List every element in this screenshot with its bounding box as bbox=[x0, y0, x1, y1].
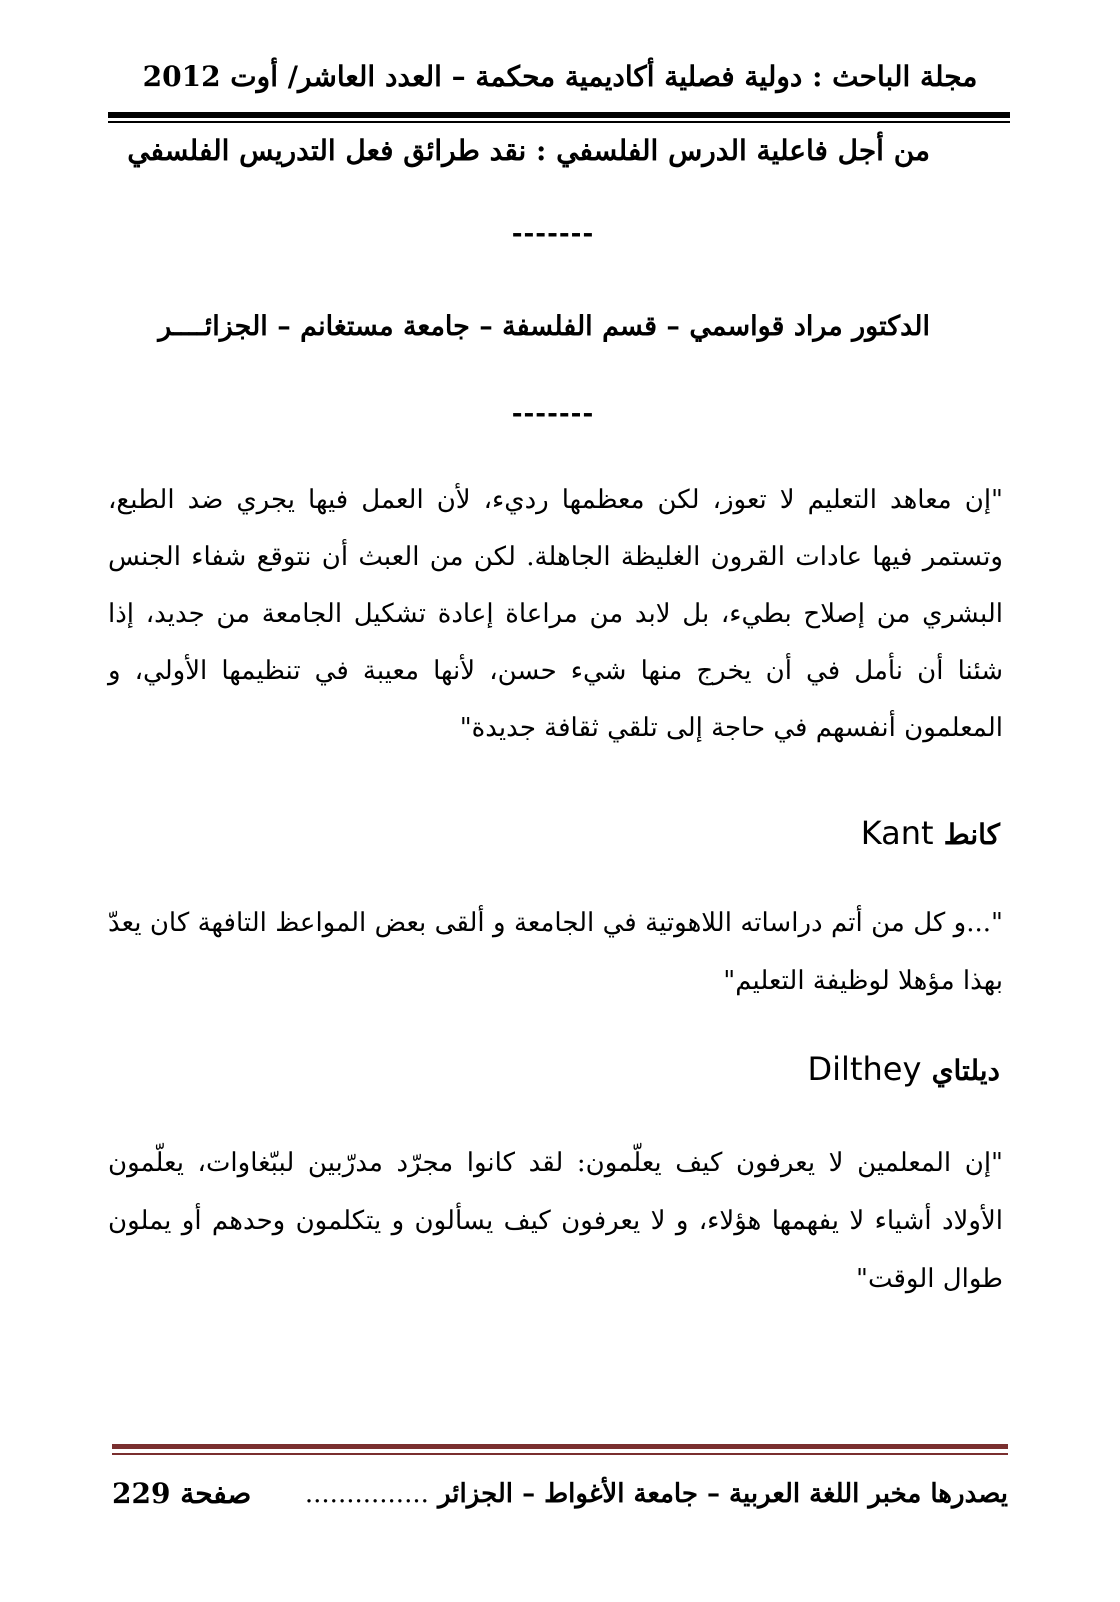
journal-header: مجلة الباحث : دولية فصلية أكاديمية محكمة – العدد العاشر/ أوت 2012 bbox=[142, 60, 978, 93]
footer-rule-thin bbox=[112, 1453, 1008, 1455]
attribution-dilthey-arabic: ديلتاي bbox=[931, 1054, 1000, 1087]
header-rule-thick bbox=[108, 112, 1010, 118]
attribution-dilthey-latin: Dilthey bbox=[807, 1050, 922, 1088]
epigraph-quote-dilthey: "...و كل من أتم دراساته اللاهوتية في الجامعة و ألقى بعض المواعظ التافهة كان يعدّ بهذا مؤهلا لوظيفة التعليم" bbox=[108, 908, 1003, 996]
author-affiliation: الدكتور مراد قواسمي – قسم الفلسفة – جامعة مستغانم – الجزائــــر bbox=[158, 311, 930, 342]
epigraph-quote-kant: "إن معاهد التعليم لا تعوز، لكن معظمها رديء، لأن العمل فيها يجري ضد الطبع، وتستمر فيها عادات القرون الغليظة الجاهلة. لكن من العبث أن نتوقع شفاء الجنس البشري من إصلاح بطيء، بل لابد من مراعاة إعادة تشكيل الجامعة من جديد، إذا شئنا أن نأمل في أن يخرج منها شيء حسن، لأنها معيبة في تنظيمها الأولي، و المعلمون أنفسهم في حاجة إلى تلقي ثقافة جديدة" bbox=[108, 485, 1003, 743]
header-rule-thin bbox=[108, 121, 1010, 123]
attribution-kant bbox=[600, 808, 1000, 858]
epigraph-quote-third: "إن المعلمين لا يعرفون كيف يعلّمون: لقد كانوا مجرّد مدرّبين لببّغاوات، يعلّمون الأولاد أشياء لا يفهمها هؤلاء، و لا يعرفون كيف يسألون و يتكلمون وحدهم أو يملون طوال الوقت" bbox=[108, 1148, 1003, 1294]
footer-rule-thick bbox=[112, 1444, 1008, 1449]
page-number: صفحة 229 bbox=[112, 1477, 252, 1510]
footer-dots: ............... bbox=[304, 1479, 429, 1509]
attribution-kant-arabic: كانط bbox=[943, 818, 1000, 851]
article-title: من أجل فاعلية الدرس الفلسفي : نقد طرائق فعل التدريس الفلسفي bbox=[127, 134, 930, 167]
separator-bottom: ------- bbox=[511, 399, 595, 429]
separator-top: ------- bbox=[511, 219, 595, 249]
footer-publisher bbox=[300, 1470, 1008, 1518]
attribution-kant-latin: Kant bbox=[860, 814, 934, 852]
footer-publisher-text: يصدرها مخبر اللغة العربية – جامعة الأغواط – الجزائر bbox=[437, 1479, 1008, 1509]
attribution-dilthey bbox=[600, 1044, 1000, 1094]
